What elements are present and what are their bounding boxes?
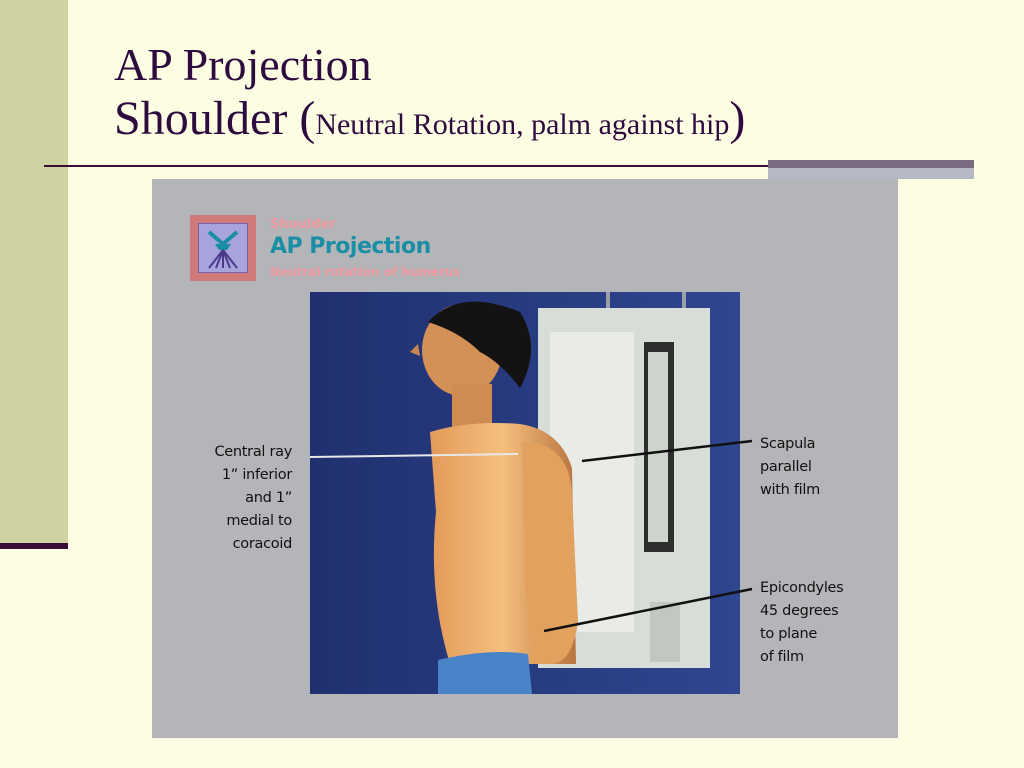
title-divider-accent-light [768,168,974,179]
title-line-1: AP Projection [114,39,372,90]
central-ray-line-4: medial to [226,513,292,529]
title-line-2-sub: Neutral Rotation, palm against hip [315,108,730,141]
scapula-line-3: with film [760,482,820,498]
central-ray-line-5: coracoid [232,536,292,552]
logo-badge [190,215,256,281]
central-ray-label [172,441,292,556]
epicondyles-label [760,577,890,669]
caption-small: Shoulder [270,217,336,232]
left-accent-bar [0,0,68,546]
epicondyles-line-3: to plane [760,626,817,642]
central-ray-line-2: 1” inferior [221,467,292,483]
figure-panel [152,179,898,738]
title-line-2-close: ) [729,92,746,145]
scapula-line-2: parallel [760,459,812,475]
title-divider-accent [768,160,974,168]
caption-title: AP Projection [270,234,431,259]
central-ray-line-1: Central ray [214,444,292,460]
title-line-2-main: Shoulder ( [114,92,316,145]
x-ray-tube-icon [198,223,248,273]
epicondyles-line-2: 45 degrees [760,603,839,619]
epicondyles-line-1: Epicondyles [760,580,844,596]
title-line-2 [114,92,745,152]
patient-positioning-photo [310,292,740,694]
central-ray-line-3: and 1” [245,490,292,506]
slide-title [114,38,745,152]
scapula-line-1: Scapula [760,436,816,452]
scapula-label [760,433,890,502]
epicondyles-line-4: of film [760,649,804,665]
left-accent-underline [0,543,68,549]
caption-subtitle: Neutral rotation of humerus [270,265,461,279]
